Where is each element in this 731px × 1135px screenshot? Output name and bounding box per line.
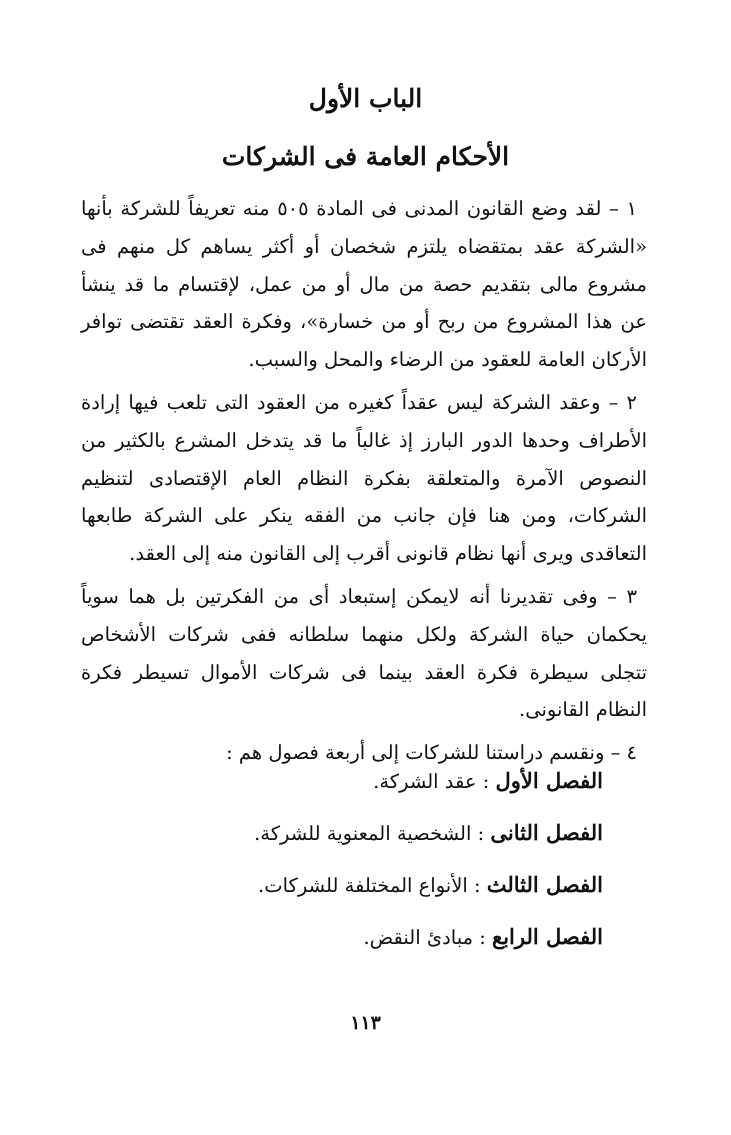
outline-text: عقد الشركة. bbox=[373, 770, 477, 793]
paragraph-4: ٤ – ونقسم دراستنا للشركات إلى أربعة فصول هم : bbox=[226, 741, 637, 765]
chapter-outline bbox=[123, 755, 603, 963]
outline-label: الفصل الرابع bbox=[492, 924, 603, 949]
outline-item-1 bbox=[123, 755, 603, 807]
outline-item-3 bbox=[123, 859, 603, 911]
paragraph-1: ١ – لقد وضع القانون المدنى فى المادة ٥٠٥ منه تعريفاً للشركة بأنها «الشركة عقد بمتقضاه يلتزم شخصان أو أكثر يساهم كل منهم فى مشروع مالى بتقديم حصة من مال أو من عمل، لإقتسام ما قد ينشأ عن هذا المشروع من ربح أو من خسارة»، وفكرة العقد تقتضى توافر الأركان العامة للعقود من الرضاء والمحل والسبب. bbox=[81, 197, 647, 372]
outline-separator: : bbox=[467, 874, 487, 897]
outline-label: الفصل الثالث bbox=[486, 872, 603, 897]
body-text bbox=[81, 190, 647, 777]
outline-label: الفصل الثانى bbox=[490, 820, 603, 845]
outline-item-4 bbox=[123, 911, 603, 963]
page-number: ١١٣ bbox=[350, 1012, 381, 1034]
outline-item-2 bbox=[123, 807, 603, 859]
outline-text: مبادئ النقض. bbox=[363, 926, 474, 949]
section-title: الأحكام العامة فى الشركات bbox=[221, 142, 510, 171]
outline-separator: : bbox=[471, 822, 491, 845]
chapter-title: الباب الأول bbox=[308, 84, 423, 113]
paragraph-2: ٢ – وعقد الشركة ليس عقداً كغيره من العقود التى تلعب فيها إرادة الأطراف وحدها الدور البارز إذ غالباً ما قد يتدخل المشرع بالكثير من النصوص الآمرة والمتعلقة بفكرة النظام العام الإقتصادى لتنظيم الشركات، ومن هنا فإن جانب من الفقه ينكر على الشركة طابعها التعاقدى ويرى أنها نظام قانونى أقرب إلى القانون منه إلى العقد. bbox=[81, 390, 647, 566]
outline-label: الفصل الأول bbox=[495, 768, 603, 793]
outline-text: الشخصية المعنوية للشركة. bbox=[254, 822, 472, 845]
paragraph-3: ٣ – وفى تقديرنا أنه لايمكن إستبعاد أى من الفكرتين بل هما سوياً يحكمان حياة الشركة ولكل منهما سلطانه ففى شركات الأشخاص تتجلى سيطرة فكرة العقد بينما فى شركات الأموال تسيطر فكرة النظام القانونى. bbox=[81, 584, 647, 722]
outline-separator: : bbox=[473, 926, 493, 949]
outline-separator: : bbox=[476, 770, 496, 793]
outline-text: الأنواع المختلفة للشركات. bbox=[258, 874, 468, 897]
